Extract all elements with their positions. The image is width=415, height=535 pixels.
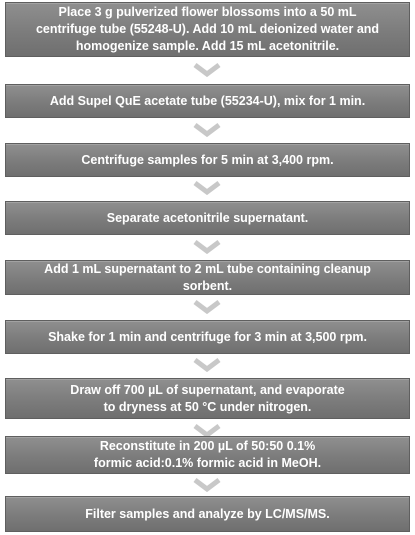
step-3-box: [5, 143, 410, 177]
arrow-down-icon: [192, 181, 222, 195]
step-1-box: [5, 2, 410, 57]
step-7-box: [5, 378, 410, 419]
arrow-down-icon: [192, 123, 222, 137]
step-8-text: Reconstitute in 200 µL of 50:50 0.1% formic acid:0.1% formic acid in MeOH.: [93, 439, 322, 470]
step-6-box: [5, 320, 410, 354]
step-4-text: Separate acetonitrile supernatant.: [106, 210, 309, 225]
step-1-text: Place 3 g pulverized flower blossoms into a 50 mL centrifuge tube (55248-U). Add 10 mL deionized water and homogenize sample. Add 15 mL acetonitrile.: [35, 5, 380, 53]
arrow-down-icon: [192, 63, 222, 77]
step-5-box: [5, 260, 410, 295]
step-2-text: Add Supel QuE acetate tube (55234-U), mix for 1 min.: [49, 93, 366, 108]
step-6-text: Shake for 1 min and centrifuge for 3 min at 3,500 rpm.: [48, 329, 367, 344]
arrow-down-icon: [192, 478, 222, 492]
step-5-text: Add 1 mL supernatant to 2 mL tube containing cleanup sorbent.: [44, 261, 371, 293]
step-3-text: Centrifuge samples for 5 min at 3,400 rpm.: [81, 152, 334, 167]
arrow-down-icon: [192, 240, 222, 254]
step-9-text: Filter samples and analyze by LC/MS/MS.: [85, 506, 330, 521]
arrow-down-icon: [192, 300, 222, 314]
step-7-text: Draw off 700 µL of supernatant, and evaporate to dryness at 50 °C under nitrogen.: [70, 382, 345, 414]
arrow-down-icon: [192, 358, 222, 372]
step-2-box: [5, 84, 410, 118]
step-9-box: [5, 496, 410, 532]
step-4-box: [5, 201, 410, 235]
step-8-box: [5, 436, 410, 474]
